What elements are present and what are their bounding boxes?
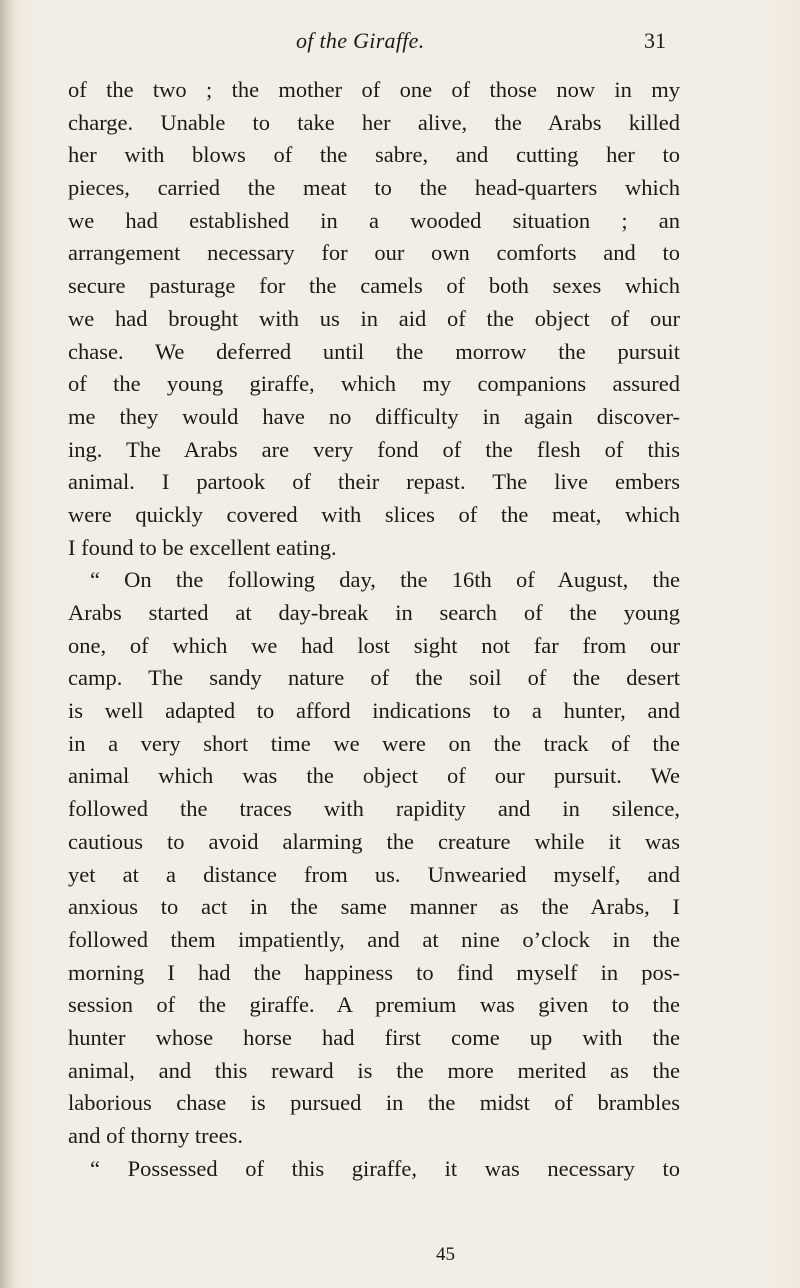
text-line: followed them impatiently, and at nine o’clock in the — [68, 926, 680, 952]
text-line: followed the traces with rapidity and in silence, — [68, 796, 680, 822]
binding-shadow — [0, 0, 16, 1288]
body-text — [68, 74, 680, 1185]
text-line: one, of which we had lost sight not far from our — [68, 632, 680, 658]
text-line: chase. We deferred until the morrow the pursuit — [68, 338, 680, 364]
text-line: we had established in a wooded situation ; an — [68, 207, 680, 233]
text-line: morning I had the happiness to find myself in pos- — [68, 959, 680, 985]
text-line: charge. Unable to take her alive, the Arabs killed — [68, 109, 680, 135]
text-line: we had brought with us in aid of the object of our — [68, 305, 680, 331]
text-line: in a very short time we were on the track of the — [68, 730, 680, 756]
text-line: “ On the following day, the 16th of August, the — [90, 567, 680, 593]
text-line: animal, and this reward is the more merited as the — [68, 1057, 680, 1083]
text-line: cautious to avoid alarming the creature while it was — [68, 828, 680, 854]
text-line: anxious to act in the same manner as the Arabs, I — [68, 894, 680, 920]
text-line: me they would have no difficulty in again discover- — [68, 403, 680, 429]
text-line: camp. The sandy nature of the soil of the desert — [68, 665, 680, 691]
text-line: animal. I partook of their repast. The live embers — [68, 469, 680, 495]
text-line: ing. The Arabs are very fond of the flesh of this — [68, 436, 680, 462]
text-line: animal which was the object of our pursuit. We — [68, 763, 680, 789]
text-line: hunter whose horse had first come up with the — [68, 1024, 680, 1050]
text-line: of the two ; the mother of one of those now in my — [68, 77, 680, 102]
text-line: of the young giraffe, which my companions assured — [68, 371, 680, 397]
text-line: arrangement necessary for our own comforts and to — [68, 240, 680, 266]
text-line: secure pasturage for the camels of both sexes which — [68, 273, 680, 299]
page-number: 31 — [644, 28, 666, 53]
text-line: yet at a distance from us. Unwearied myself, and — [68, 861, 680, 887]
text-line: I found to be excellent eating. — [68, 534, 337, 560]
text-line: Arabs started at day-break in search of the young — [68, 600, 680, 625]
text-line: and of thorny trees. — [68, 1123, 243, 1148]
text-line: laborious chase is pursued in the midst of brambles — [68, 1090, 680, 1116]
text-line: were quickly covered with slices of the meat, which — [68, 501, 680, 527]
text-line: her with blows of the sabre, and cutting her to — [68, 142, 680, 168]
signature-mark: 45 — [436, 1244, 455, 1265]
text-line: session of the giraffe. A premium was given to the — [68, 992, 680, 1018]
text-line: “ Possessed of this giraffe, it was necessary to — [90, 1155, 680, 1181]
running-head — [0, 28, 800, 58]
running-title: of the Giraffe. — [296, 28, 425, 53]
text-line: pieces, carried the meat to the head-quarters which — [68, 175, 680, 201]
text-line: is well adapted to afford indications to a hunter, and — [68, 698, 680, 724]
